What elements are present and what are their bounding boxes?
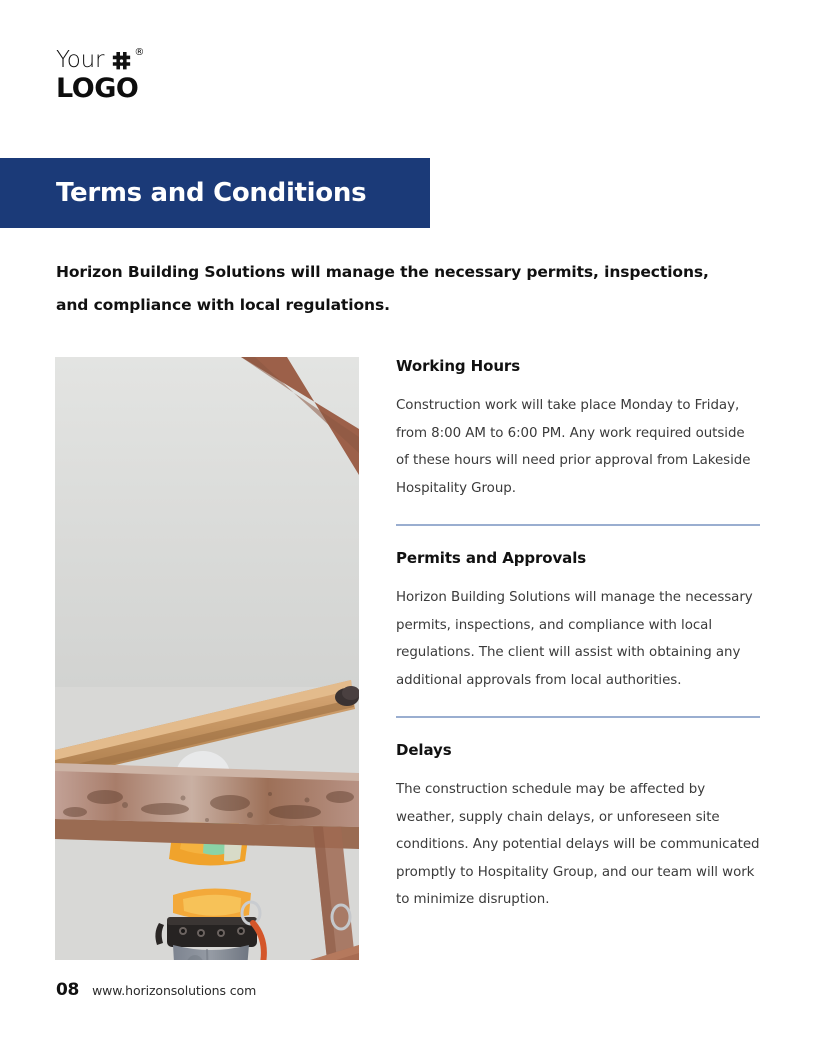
page-title: Terms and Conditions (56, 178, 367, 208)
photo-illustration (55, 357, 359, 960)
section-delays (396, 741, 760, 914)
company-logo (56, 48, 256, 106)
logo-word-logo: LOGO (56, 73, 139, 104)
section-divider (396, 716, 760, 718)
page-title-banner (0, 158, 430, 228)
clover-quatrefoil-icon (111, 51, 132, 72)
section-permits-and-approvals (396, 549, 760, 694)
section-body: Horizon Building Solutions will manage the necessary permits, inspections, and compliance with local regulations. The client will assist with obtaining any additional approvals from local authorities. (396, 590, 753, 688)
registered-trademark-icon: ® (134, 47, 145, 58)
section-divider (396, 524, 760, 526)
section-working-hours (396, 357, 760, 502)
page-number: 08 (56, 980, 80, 1000)
website-url: www.horizonsolutions com (92, 983, 257, 998)
section-body: The construction schedule may be affected by weather, supply chain delays, or unforeseen site conditions. Any potential delays will be communicated promptly to Hospitality Group, and our team will work to minimize disruption. (396, 782, 760, 907)
section-heading: Permits and Approvals (396, 549, 587, 567)
intro-paragraph: Horizon Building Solutions will manage the necessary permits, inspections, and compliance with local regulations. (56, 263, 709, 314)
logo-word-your: Your (56, 47, 105, 73)
logo-top-row (56, 48, 256, 74)
page-footer (56, 980, 256, 1000)
construction-site-photo (55, 357, 359, 960)
terms-sections (396, 357, 760, 914)
section-heading: Delays (396, 741, 452, 759)
section-heading: Working Hours (396, 357, 521, 375)
section-body: Construction work will take place Monday to Friday, from 8:00 AM to 6:00 PM. Any work required outside of these hours will need prior approval from Lakeside Hospitality Group. (396, 398, 751, 496)
